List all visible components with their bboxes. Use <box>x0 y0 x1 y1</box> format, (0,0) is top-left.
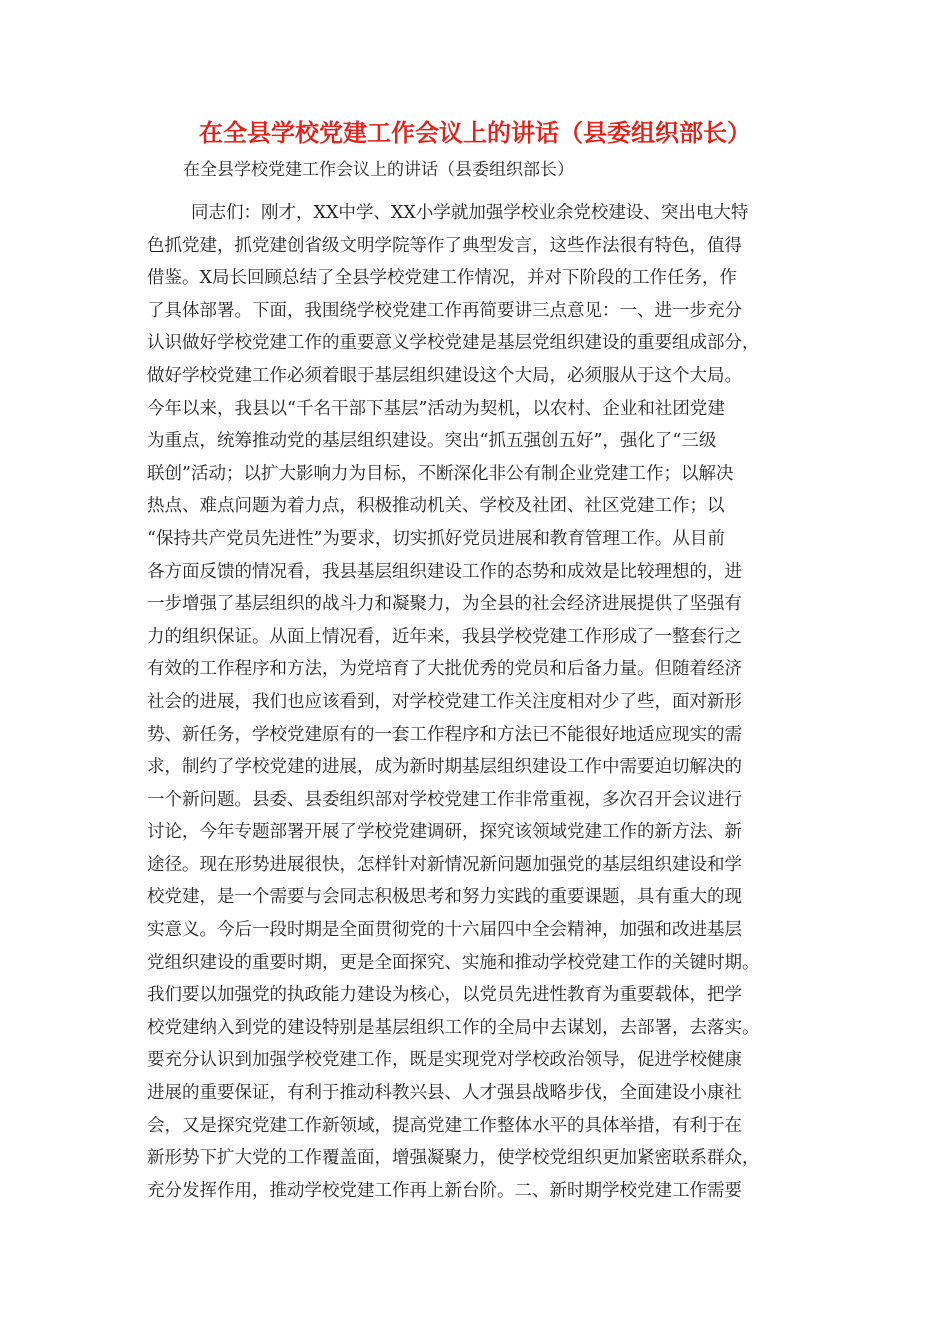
document-subtitle: 在全县学校党建工作会议上的讲话（县委组织部长） <box>183 160 574 180</box>
body-line: 今年以来，我县以“千名干部下基层”活动为契机，以农村、企业和社团党建 <box>147 398 725 419</box>
body-line: 途径。现在形势进展很快，怎样针对新情况新问题加强党的基层组织建设和学 <box>147 854 742 875</box>
body-line: 社会的进展，我们也应该看到，对学校党建工作关注度相对少了些，面对新形 <box>147 691 742 712</box>
body-line: 同志们：刚才，XX中学、XX小学就加强学校业余党校建设、突出电大特 <box>191 203 749 223</box>
body-line: 新形势下扩大党的工作覆盖面，增强凝聚力，使学校党组织更加紧密联系群众， <box>147 1148 760 1169</box>
body-line: 讨论，今年专题部署开展了学校党建调研，探究该领域党建工作的新方法、新 <box>147 822 742 843</box>
body-line: 党组织建设的重要时期，更是全面探究、实施和推动学校党建工作的关键时期。 <box>147 952 760 973</box>
body-line: 力的组织保证。从面上情况看，近年来，我县学校党建工作形成了一整套行之 <box>147 626 742 647</box>
body-line: 做好学校党建工作必须着眼于基层组织建设这个大局，必须服从于这个大局。 <box>147 365 742 386</box>
body-line: 我们要以加强党的执政能力建设为核心，以党员先进性教育为重要载体，把学 <box>147 985 742 1006</box>
body-line: 要充分认识到加强学校党建工作，既是实现党对学校政治领导，促进学校健康 <box>147 1050 742 1071</box>
body-line: 一个新问题。县委、县委组织部对学校党建工作非常重视，多次召开会议进行 <box>147 789 742 810</box>
document-title: 在全县学校党建工作会议上的讲话（县委组织部长） <box>199 119 751 147</box>
body-line: 认识做好学校党建工作的重要意义学校党建是基层党组织建设的重要组成部分， <box>147 333 760 354</box>
body-line: 求，制约了学校党建的进展，成为新时期基层组织建设工作中需要迫切解决的 <box>147 757 742 778</box>
body-line: 热点、难点问题为着力点，积极推动机关、学校及社团、社区党建工作；以 <box>147 496 725 517</box>
body-line: 各方面反馈的情况看，我县基层组织建设工作的态势和成效是比较理想的，进 <box>147 561 742 582</box>
body-line: 为重点，统筹推动党的基层组织建设。突出“抓五强创五好”，强化了“三级 <box>147 431 717 452</box>
document-body <box>147 197 807 1207</box>
body-line: 充分发挥作用，推动学校党建工作再上新台阶。二、新时期学校党建工作需要 <box>147 1180 742 1201</box>
body-line: 联创”活动；以扩大影响力为目标，不断深化非公有制企业党建工作；以解决 <box>147 463 734 484</box>
body-line: 了具体部署。下面，我围绕学校党建工作再简要讲三点意见：一、进一步充分 <box>147 300 742 321</box>
body-line: 一步增强了基层组织的战斗力和凝聚力，为全县的社会经济进展提供了坚强有 <box>147 594 742 615</box>
body-line: 借鉴。X局长回顾总结了全县学校党建工作情况，并对下阶段的工作任务，作 <box>147 268 737 289</box>
body-line: 校党建纳入到党的建设特别是基层组织工作的全局中去谋划，去部署，去落实。 <box>147 1017 760 1038</box>
body-line: 进展的重要保证，有利于推动科教兴县、人才强县战略步伐，全面建设小康社 <box>147 1083 742 1104</box>
body-line: 色抓党建，抓党建创省级文明学院等作了典型发言，这些作法很有特色，值得 <box>147 235 742 256</box>
body-line: 会，又是探究党建工作新领域，提高党建工作整体水平的具体举措，有利于在 <box>147 1115 742 1136</box>
body-line: “保持共产党员先进性”为要求，切实抓好党员进展和教育管理工作。从目前 <box>147 528 725 549</box>
body-line: 势、新任务，学校党建原有的一套工作程序和方法已不能很好地适应现实的需 <box>147 724 742 745</box>
body-line: 实意义。今后一段时期是全面贯彻党的十六届四中全会精神，加强和改进基层 <box>147 920 742 941</box>
body-line: 校党建，是一个需要与会同志积极思考和努力实践的重要课题，具有重大的现 <box>147 887 742 908</box>
body-line: 有效的工作程序和方法，为党培育了大批优秀的党员和后备力量。但随着经济 <box>147 659 742 680</box>
